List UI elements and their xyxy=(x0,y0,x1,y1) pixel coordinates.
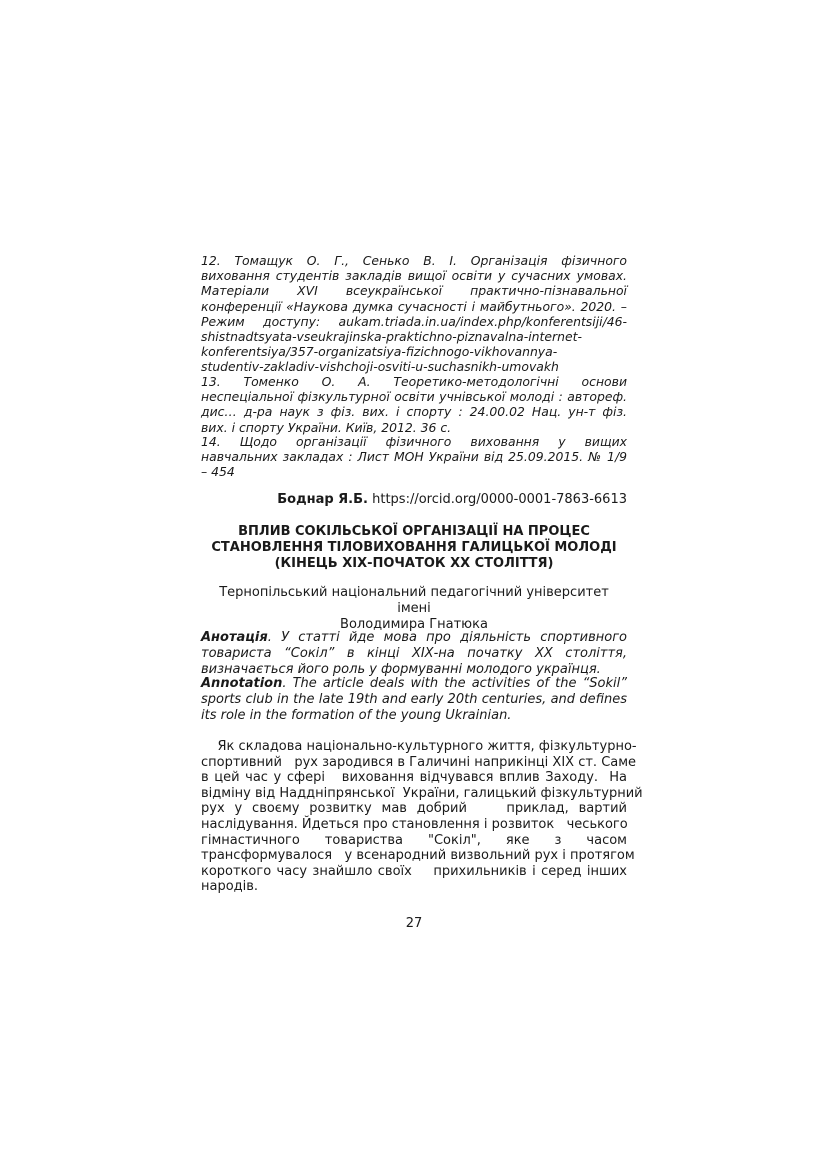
reference-line: навчальних закладах : Лист МОН України від 25.09.2015. № 1/9 xyxy=(201,449,627,465)
affiliation-line: Тернопільський національний педагогічний університет імені xyxy=(219,585,609,616)
abstract-line: визначається його роль у формуванні молодого українця. xyxy=(201,662,601,677)
title-line: ВПЛИВ СОКІЛЬСЬКОЇ ОРГАНІЗАЦІЇ НА ПРОЦЕС xyxy=(238,524,590,539)
reference-line: дис… д-ра наук з фіз. вих. і спорту : 24.00.02 Нац. ун-т фіз. xyxy=(201,404,627,420)
body-line: рух у своєму розвитку мав добрий приклад, вартий xyxy=(201,801,627,817)
abstract-label: Annotation xyxy=(201,676,283,691)
body-line: народів. xyxy=(201,879,259,895)
article-title xyxy=(201,524,627,572)
author-line xyxy=(201,492,627,508)
reference-line: konferentsiya/357-organizatsiya-fizichnogo-vikhovannya- xyxy=(201,344,558,360)
reference-line: вих. і спорту України. Київ, 2012. 36 с. xyxy=(201,419,452,435)
body-line: відміну від Наддніпрянської України, галицький фізкультурний xyxy=(201,785,643,801)
body-line: спортивний рух зародився в Галичині наприкінці ХІХ ст. Саме xyxy=(201,754,637,770)
reference-line: Матеріали XVI всеукраїнської практично-пізнавальної xyxy=(201,283,627,299)
reference-line: 13. Томенко О. А. Теоретико-методологічні основи xyxy=(201,374,627,389)
abstract-line xyxy=(201,676,627,692)
reference-line: виховання студентів закладів вищої освіти у сучасних умовах. xyxy=(201,268,627,284)
reference-line: shistnadtsyata-vseukrajinska-praktichno-piznavalna-internet- xyxy=(201,329,582,345)
affiliation xyxy=(201,585,627,633)
reference-line: неспеціальної фізкультурної освіти учнівської молоді : автореф. xyxy=(201,389,627,405)
reference-12 xyxy=(201,253,627,375)
abstract-ukrainian xyxy=(201,630,627,678)
abstract-text: . The article deals with the activities of the “Sokil” xyxy=(282,676,627,691)
title-line: СТАНОВЛЕННЯ ТІЛОВИХОВАННЯ ГАЛИЦЬКОЇ МОЛОДІ xyxy=(211,540,617,555)
abstract-line: its role in the formation of the young Ukrainian. xyxy=(201,708,512,723)
abstract-label: Анотація xyxy=(201,630,268,645)
body-line: гімнастичного товариства "Сокіл", яке з часом xyxy=(201,832,627,848)
reference-line: 12. Томащук О. Г., Сенько В. І. Організація фізичного xyxy=(201,253,627,268)
body-line: в цей час у сфері виховання відчувався вплив Заходу. На xyxy=(201,770,627,786)
title-line: (КІНЕЦЬ ХІХ-ПОЧАТОК ХХ СТОЛІТТЯ) xyxy=(274,556,554,571)
body-line: наслідування. Йдеться про становлення і розвиток чеського xyxy=(201,816,628,832)
reference-line: Режим доступу: aukam.triada.in.ua/index.php/konferentsiji/46- xyxy=(201,313,627,329)
affiliation-line: Володимира Гнатюка xyxy=(340,617,488,632)
abstract-text: . У статті йде мова про діяльність спортивного xyxy=(267,630,627,645)
body-line: Як складова національно-культурного життя, фізкультурно- xyxy=(201,739,637,754)
body-line: короткого часу знайшло своїх прихильників і серед інших xyxy=(201,863,627,879)
reference-14 xyxy=(201,434,627,480)
body-paragraph xyxy=(201,739,643,895)
reference-line: конференції «Наукова думка сучасності і майбутнього». 2020. – xyxy=(201,298,627,314)
orcid-link[interactable]: https://orcid.org/0000-0001-7863-6613 xyxy=(372,492,627,507)
author-name: Боднар Я.Б. xyxy=(277,492,368,507)
reference-line: – 454 xyxy=(201,464,235,480)
abstract-line: товариста “Сокіл” в кінці ХІХ-на початку ХХ століття, xyxy=(201,646,627,661)
body-line: трансформувалося у всенародний визвольний рух і протягом xyxy=(201,848,635,864)
abstract-line: sports club in the late 19th and early 20th centuries, and defines xyxy=(201,692,627,707)
reference-line: studentiv-zakladiv-vishchoji-osviti-u-suchasnikh-umovakh xyxy=(201,359,559,375)
abstract-line xyxy=(201,630,627,646)
reference-13 xyxy=(201,374,627,435)
abstract-english xyxy=(201,676,627,724)
reference-line: 14. Щодо організації фізичного виховання у вищих xyxy=(201,434,627,449)
page-number: 27 xyxy=(405,916,423,931)
